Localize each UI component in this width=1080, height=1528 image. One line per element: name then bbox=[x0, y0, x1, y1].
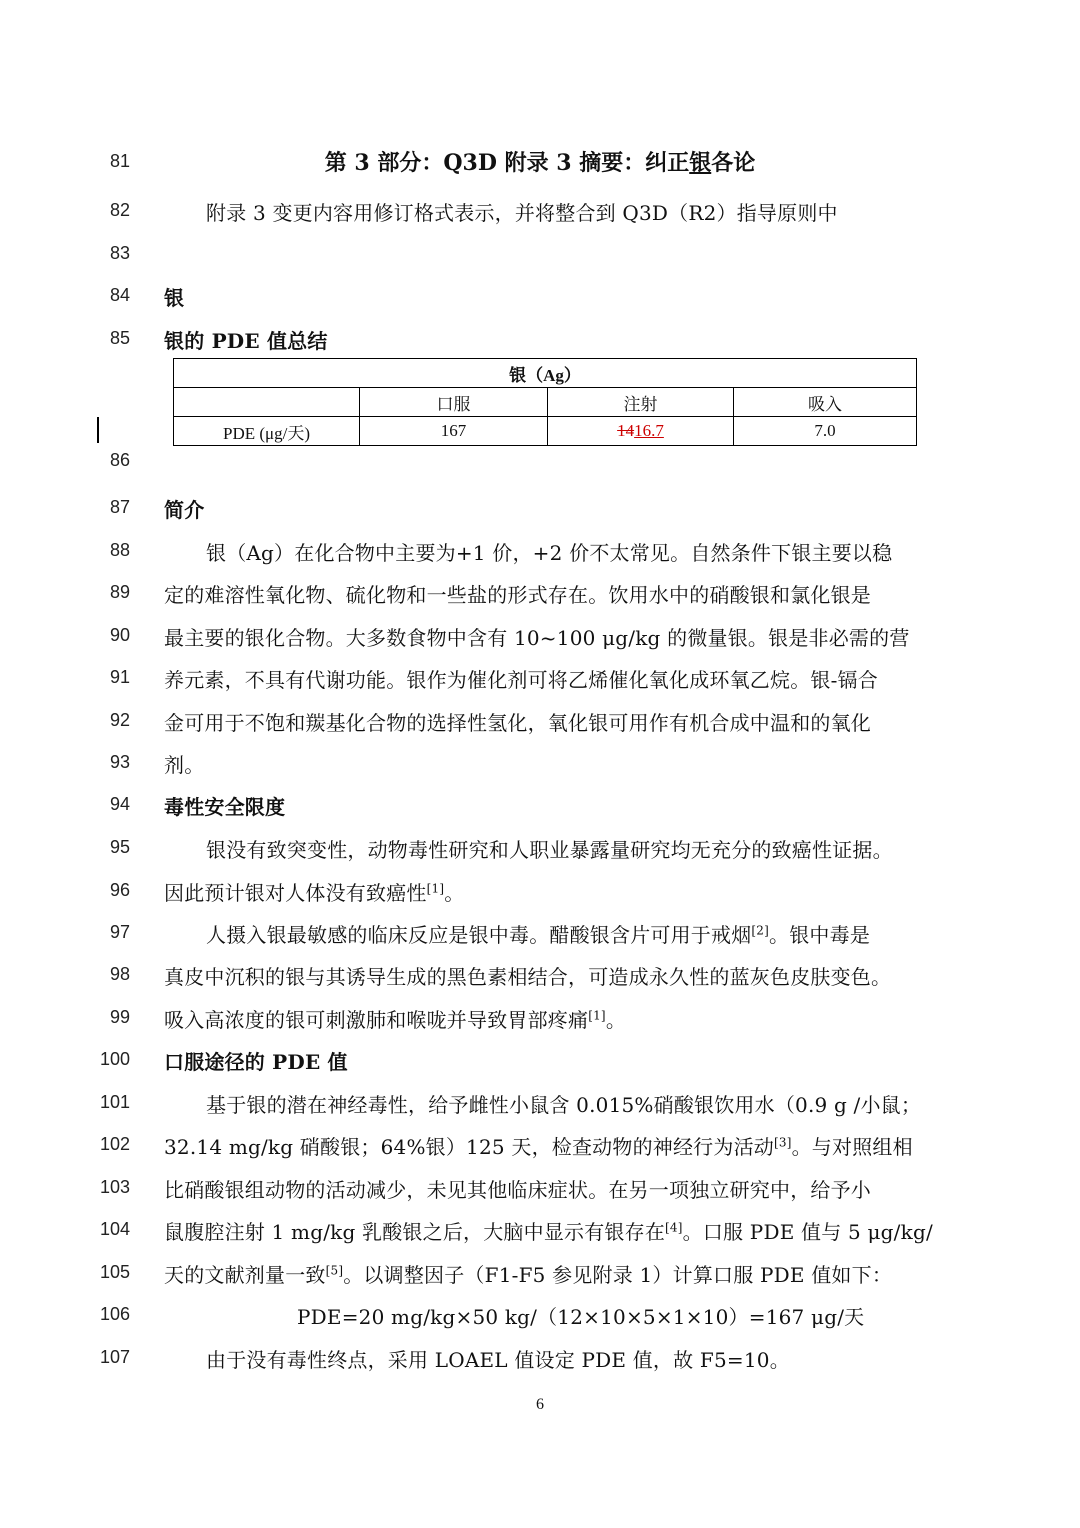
column-header-inhalation: 吸入 bbox=[734, 388, 917, 417]
line-number: 85 bbox=[109, 328, 130, 348]
line-number: 105 bbox=[99, 1262, 130, 1282]
line-number: 103 bbox=[99, 1177, 130, 1197]
line-number: 87 bbox=[109, 497, 130, 517]
intro-line: 剂。 bbox=[164, 753, 205, 777]
oral-line: 32.14 mg/kg 硝酸银；64%银）125 天，检查动物的神经行为活动[3]。与对照组相 bbox=[164, 1135, 913, 1159]
tox-line: 人摄入银最敏感的临床反应是银中毒。醋酸银含片可用于戒烟[2]。银中毒是 bbox=[206, 923, 871, 947]
inserted-value: 16.7 bbox=[634, 421, 664, 440]
citation: [2] bbox=[751, 923, 770, 938]
line-number: 89 bbox=[109, 582, 130, 602]
line-number: 101 bbox=[99, 1092, 130, 1112]
intro-line: 养元素，不具有代谢功能。银作为催化剂可将乙烯催化氧化成环氧乙烷。银-镉合 bbox=[164, 668, 878, 692]
page-number: 6 bbox=[536, 1396, 544, 1413]
section-heading-intro: 简介 bbox=[164, 498, 205, 522]
line-number: 96 bbox=[109, 880, 130, 900]
oral-line: 鼠腹腔注射 1 mg/kg 乳酸银之后，大脑中显示有银存在[4]。口服 PDE 值与 5 μg/kg/ bbox=[164, 1220, 933, 1244]
line-number: 90 bbox=[109, 625, 130, 645]
section-heading-oral: 口服途径的 PDE 值 bbox=[164, 1050, 348, 1074]
tox-line: 银没有致突变性，动物毒性研究和人职业暴露量研究均无充分的致癌性证据。 bbox=[206, 838, 893, 862]
line-number: 95 bbox=[109, 837, 130, 857]
citation: [5] bbox=[325, 1263, 344, 1278]
intro-line: 最主要的银化合物。大多数食物中含有 10~100 μg/kg 的微量银。银是非必需的营 bbox=[164, 626, 910, 650]
revision-bar bbox=[97, 417, 99, 443]
citation: [1] bbox=[426, 881, 445, 896]
line-number: 106 bbox=[99, 1304, 130, 1324]
citation: [1] bbox=[588, 1008, 606, 1023]
injection-pde-value bbox=[548, 417, 734, 446]
tox-line: 吸入高浓度的银可刺激肺和喉咙并导致胃部疼痛[1]。 bbox=[164, 1008, 627, 1032]
citation: [4] bbox=[665, 1220, 683, 1235]
pde-formula: PDE=20 mg/kg×50 kg/（12×10×5×1×10）=167 μg/天 bbox=[297, 1305, 865, 1329]
column-header-oral: 口服 bbox=[360, 388, 548, 417]
intro-line: 金可用于不饱和羰基化合物的选择性氢化，氧化银可用作有机合成中温和的氧化 bbox=[164, 711, 871, 735]
line-number: 102 bbox=[99, 1134, 130, 1154]
table-header: 银（Ag） bbox=[174, 359, 917, 388]
line-number: 93 bbox=[109, 752, 130, 772]
section-heading-pde-summary: 银的 PDE 值总结 bbox=[164, 329, 328, 353]
section-heading-toxicity: 毒性安全限度 bbox=[164, 795, 286, 819]
intro-line: 银（Ag）在化合物中主要为+1 价，+2 价不太常见。自然条件下银主要以稳 bbox=[206, 541, 893, 565]
oral-pde-value: 167 bbox=[360, 417, 548, 446]
line-number: 92 bbox=[109, 710, 130, 730]
line-number: 81 bbox=[109, 151, 130, 171]
line-number: 100 bbox=[99, 1049, 130, 1069]
line-number: 82 bbox=[109, 200, 130, 220]
line-number: 104 bbox=[99, 1219, 130, 1239]
line-number: 84 bbox=[109, 285, 130, 305]
table-corner-cell bbox=[174, 388, 360, 417]
inhalation-pde-value: 7.0 bbox=[734, 417, 917, 446]
page-title: 第 3 部分：Q3D 附录 3 摘要：纠正银各论 bbox=[324, 150, 756, 176]
column-header-injection: 注射 bbox=[548, 388, 734, 417]
tox-line: 因此预计银对人体没有致癌性[1]。 bbox=[164, 881, 465, 905]
oral-line: 基于银的潜在神经毒性，给予雌性小鼠含 0.015%硝酸银饮用水（0.9 g /小鼠； bbox=[206, 1093, 922, 1117]
line-number: 94 bbox=[109, 794, 130, 814]
oral-line: 天的文献剂量一致[5]。以调整因子（F1-F5 参见附录 1）计算口服 PDE 值如下： bbox=[164, 1263, 893, 1287]
citation: [3] bbox=[773, 1135, 792, 1150]
line-number: 98 bbox=[109, 964, 130, 984]
section-heading-silver: 银 bbox=[164, 286, 185, 310]
intro-line: 定的难溶性氧化物、硫化物和一些盐的形式存在。饮用水中的硝酸银和氯化银是 bbox=[164, 583, 871, 607]
tox-line: 真皮中沉积的银与其诱导生成的黑色素相结合，可造成永久性的蓝灰色皮肤变色。 bbox=[164, 965, 892, 989]
line-number: 91 bbox=[109, 667, 130, 687]
subtitle-line: 附录 3 变更内容用修订格式表示，并将整合到 Q3D（R2）指导原则中 bbox=[206, 201, 838, 225]
oral-line: 由于没有毒性终点，采用 LOAEL 值设定 PDE 值，故 F5=10。 bbox=[206, 1348, 790, 1372]
line-number: 107 bbox=[99, 1347, 130, 1367]
line-number: 97 bbox=[109, 922, 130, 942]
line-number: 86 bbox=[109, 450, 130, 470]
line-number: 99 bbox=[109, 1007, 130, 1027]
line-number: 88 bbox=[109, 540, 130, 560]
deleted-value: 14 bbox=[617, 421, 635, 440]
line-number: 83 bbox=[109, 243, 130, 263]
pde-summary-table bbox=[173, 358, 917, 446]
oral-line: 比硝酸银组动物的活动减少，未见其他临床症状。在另一项独立研究中，给予小 bbox=[164, 1178, 871, 1202]
row-label-pde: PDE (μg/天) bbox=[174, 417, 360, 446]
